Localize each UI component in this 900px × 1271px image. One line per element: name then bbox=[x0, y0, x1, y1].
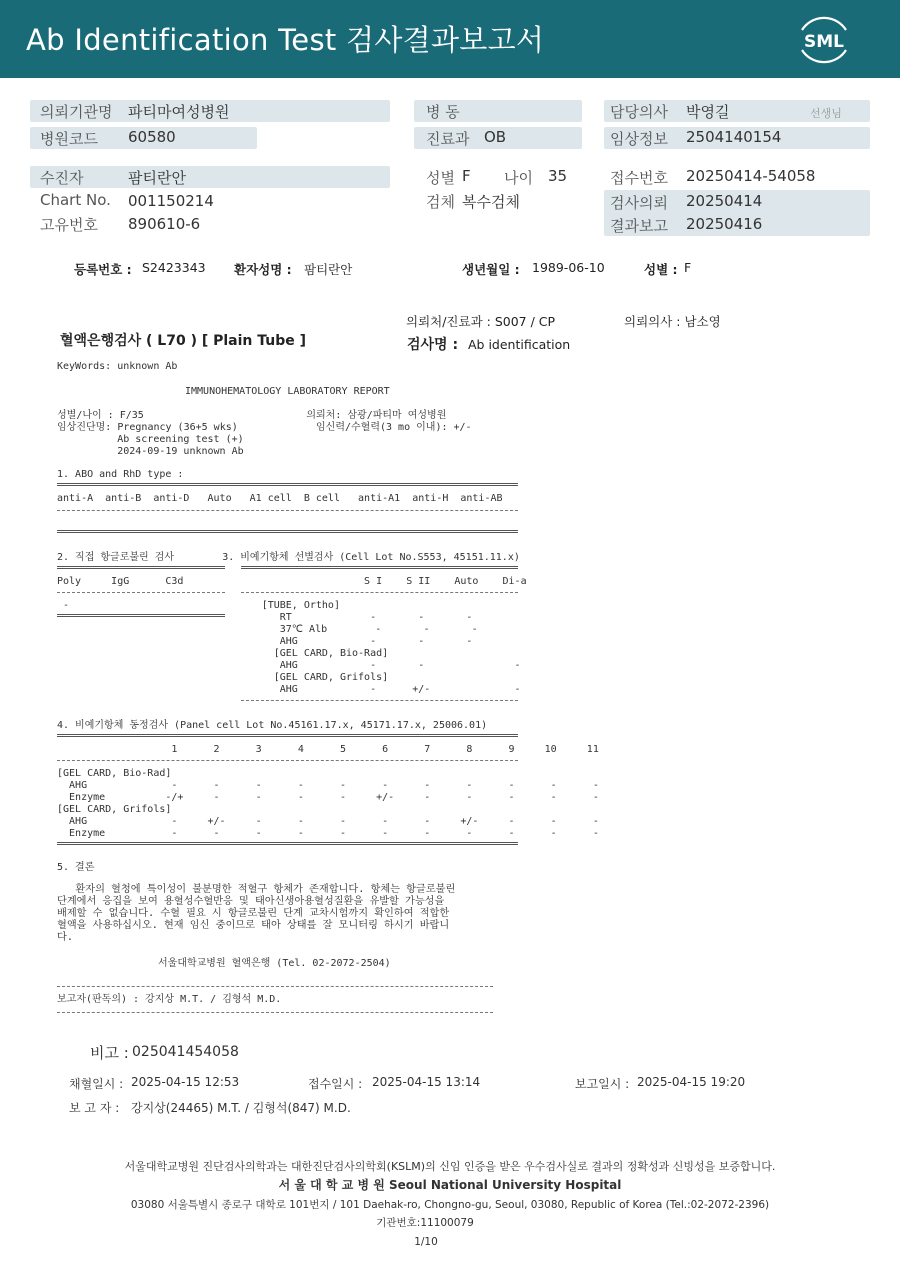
receipt-no-label: 접수번호 bbox=[610, 169, 668, 187]
conclusion-text: 환자의 혈청에 특이성이 불분명한 적혈구 항체가 존재합니다. 항체는 항글로불린 단계에서 응집을 보여 용혈성수혈반응 및 태아신생아용혈성질환을 유발할 가능성을 배제할 수 없습니다. 수혈 필요 시 항글로불린 단계 교차시험까지 확인하여 적합한 혈액을 사용하십시오. 현재 임신 중이므로 태아 상태를 잘 모니터링 하시기 바랍니 다. bbox=[57, 884, 456, 943]
specimen-value: 복수검체 bbox=[462, 193, 520, 211]
section2-rule-bottom bbox=[57, 614, 225, 617]
page-number: 1/10 bbox=[414, 1236, 438, 1248]
summary-sex-label: 성별 : bbox=[644, 262, 678, 277]
chart-value: 001150214 bbox=[128, 192, 214, 210]
reporter-rule-top bbox=[57, 986, 493, 987]
receive-value: 2025-04-15 13:14 bbox=[372, 1075, 481, 1089]
specimen-label: 검체 bbox=[426, 193, 455, 211]
collect-value: 2025-04-15 12:53 bbox=[131, 1075, 240, 1089]
section3-rule-bottom bbox=[241, 700, 518, 701]
patient-name-label: 환자성명 : bbox=[234, 262, 292, 277]
sml-logo bbox=[794, 12, 854, 66]
ward-label: 병 동 bbox=[426, 103, 460, 121]
collect-label: 채혈일시 : bbox=[69, 1077, 124, 1091]
unique-value: 890610-6 bbox=[128, 215, 201, 233]
section5-title: 5. 결론 bbox=[57, 862, 95, 873]
doctor-label: 담당의사 bbox=[610, 103, 668, 121]
unique-label: 고유번호 bbox=[40, 216, 98, 234]
reporter-rule-bottom bbox=[57, 1012, 493, 1013]
institution-label: 의뢰기관명 bbox=[40, 103, 113, 121]
section2-3-title: 2. 직접 항글로불린 검사 3. 비예기항체 선별검사 (Cell Lot No.S553, 45151.11.x) bbox=[57, 552, 520, 563]
receive-label: 접수일시 : bbox=[308, 1077, 363, 1091]
report-time-value: 2025-04-15 19:20 bbox=[637, 1075, 746, 1089]
certification-text: 서울대학교병원 진단검사의학과는 대한진단검사의학회(KSLM)의 신임 인증을 받은 우수검사실로 결과의 정확성과 신빙성을 보증합니다. bbox=[124, 1160, 776, 1173]
age-value: 35 bbox=[548, 167, 568, 185]
reg-no-value: S2423343 bbox=[142, 260, 206, 275]
section2-rule-top bbox=[57, 566, 225, 569]
reporter-line: 보고자(판독의) : 강지상 M.T. / 김형석 M.D. bbox=[57, 994, 282, 1005]
report-header bbox=[0, 0, 900, 78]
request-date-label: 검사의뢰 bbox=[610, 194, 668, 212]
section1-title: 1. ABO and RhD type : bbox=[57, 469, 184, 480]
section1-rule-bottom bbox=[57, 530, 518, 533]
institution-value: 파티마여성병원 bbox=[128, 103, 230, 121]
patient-block: 성별/나이 : F/35 의뢰처: 삼광/파티마 여성병원 임상진단명: Pregnancy (36+5 wks) 임신력/수혈력(3 mo 이내): +/- Ab screening test (+) 2024-09-19 unknown Ab bbox=[57, 410, 472, 457]
hospital-name: 서 울 대 학 교 병 원 Seoul National University Hospital bbox=[278, 1178, 622, 1192]
org-number: 기관번호:11100079 bbox=[376, 1217, 474, 1229]
section4-title: 4. 비예기항체 동정검사 (Panel cell Lot No.45161.17.x, 45171.17.x, 25006.01) bbox=[57, 720, 488, 731]
patient-value: 팜티란안 bbox=[128, 169, 186, 187]
footer-reporter-value: 강지상(24465) M.T. / 김형석(847) M.D. bbox=[131, 1101, 351, 1115]
sex-label: 성별 bbox=[426, 169, 455, 187]
dept-label: 진료과 bbox=[426, 130, 470, 148]
age-label: 나이 bbox=[504, 169, 533, 187]
reg-no-label: 등록번호 : bbox=[74, 262, 132, 277]
section3-rule-mid bbox=[241, 592, 518, 593]
section4-rule-bottom bbox=[57, 842, 518, 845]
section1-rule-top bbox=[57, 483, 518, 486]
doctor-value: 박영길 bbox=[686, 103, 730, 121]
dept-value: OB bbox=[484, 128, 507, 146]
chart-label: Chart No. bbox=[40, 191, 111, 209]
remark-label: 비고 : bbox=[90, 1044, 129, 1062]
receipt-no-value: 20250414-54058 bbox=[686, 167, 816, 185]
keywords: KeyWords: unknown Ab bbox=[57, 361, 178, 372]
patient-name-value: 팜티란안 bbox=[304, 262, 353, 277]
patient-box bbox=[30, 166, 390, 188]
lab-title: IMMUNOHEMATOLOGY LABORATORY REPORT bbox=[185, 386, 390, 397]
section3-rule-top bbox=[241, 566, 518, 569]
section2-rule-mid bbox=[57, 592, 225, 593]
report-title: Ab Identification Test 검사결과보고서 bbox=[26, 23, 545, 57]
summary-sex-value: F bbox=[684, 260, 692, 275]
dob-value: 1989-06-10 bbox=[532, 260, 605, 275]
hospital-code-value: 60580 bbox=[128, 128, 176, 146]
section4-rule-top bbox=[57, 734, 518, 737]
hospital-address: 03080 서울특별시 종로구 대학로 101번지 / 101 Daehak-ro, Chongno-gu, Seoul, 03080, Republic of Korea (Tel.:02-2072-2396) bbox=[130, 1199, 770, 1211]
req-doctor-line: 의뢰의사 : 남소영 bbox=[624, 314, 721, 329]
logo-text: SML bbox=[804, 32, 844, 52]
doctor-suffix: 선생님 bbox=[810, 107, 842, 120]
sex-value: F bbox=[462, 167, 471, 185]
hospital-code-label: 병원코드 bbox=[40, 130, 98, 148]
request-date-value: 20250414 bbox=[686, 192, 763, 210]
test-name-value: Ab identification bbox=[468, 337, 571, 352]
section4-header: 1 2 3 4 5 6 7 8 9 10 11 bbox=[57, 744, 599, 755]
report-date-value: 20250416 bbox=[686, 215, 763, 233]
section1-rule-mid bbox=[57, 510, 518, 511]
clinical-info-label: 임상정보 bbox=[610, 130, 668, 148]
clinical-info-value: 2504140154 bbox=[686, 128, 782, 146]
dept-line: 의뢰처/진료과 : S007 / CP bbox=[406, 314, 556, 329]
test-name-label: 검사명 : bbox=[407, 337, 459, 353]
test-heading: 혈액은행검사 ( L70 ) [ Plain Tube ] bbox=[60, 333, 307, 349]
dob-label: 생년월일 : bbox=[462, 262, 520, 277]
patient-label: 수진자 bbox=[40, 169, 84, 187]
section4-body: [GEL CARD, Bio-Rad] AHG - - - - - - - - - - - Enzyme -/+ - - - - +/- - - - - - [GEL CARD, Grifols] AHG - +/- - - - - - +/- - - - Enzyme - - - - - - - - - - - bbox=[57, 768, 599, 839]
remark-value: 025041454058 bbox=[132, 1044, 239, 1060]
blood-bank-line: 서울대학교병원 혈액은행 (Tel. 02-2072-2504) bbox=[158, 958, 391, 969]
section2-3-body: - [TUBE, Ortho] RT - - - 37℃ Alb - - - AHG - - - [GEL CARD, Bio-Rad] AHG - - - [GEL CARD, Grifols] AHG - +/- - bbox=[63, 600, 521, 695]
report-time-label: 보고일시 : bbox=[575, 1077, 630, 1091]
footer-reporter-label: 보 고 자 : bbox=[69, 1101, 120, 1115]
section1-header: anti-A anti-B anti-D Auto A1 cell B cell anti-A1 anti-H anti-AB bbox=[57, 493, 503, 504]
section4-rule-mid bbox=[57, 760, 518, 761]
report-date-label: 결과보고 bbox=[610, 217, 668, 235]
section2-3-header: Poly IgG C3d S I S II Auto Di-a bbox=[57, 576, 527, 587]
